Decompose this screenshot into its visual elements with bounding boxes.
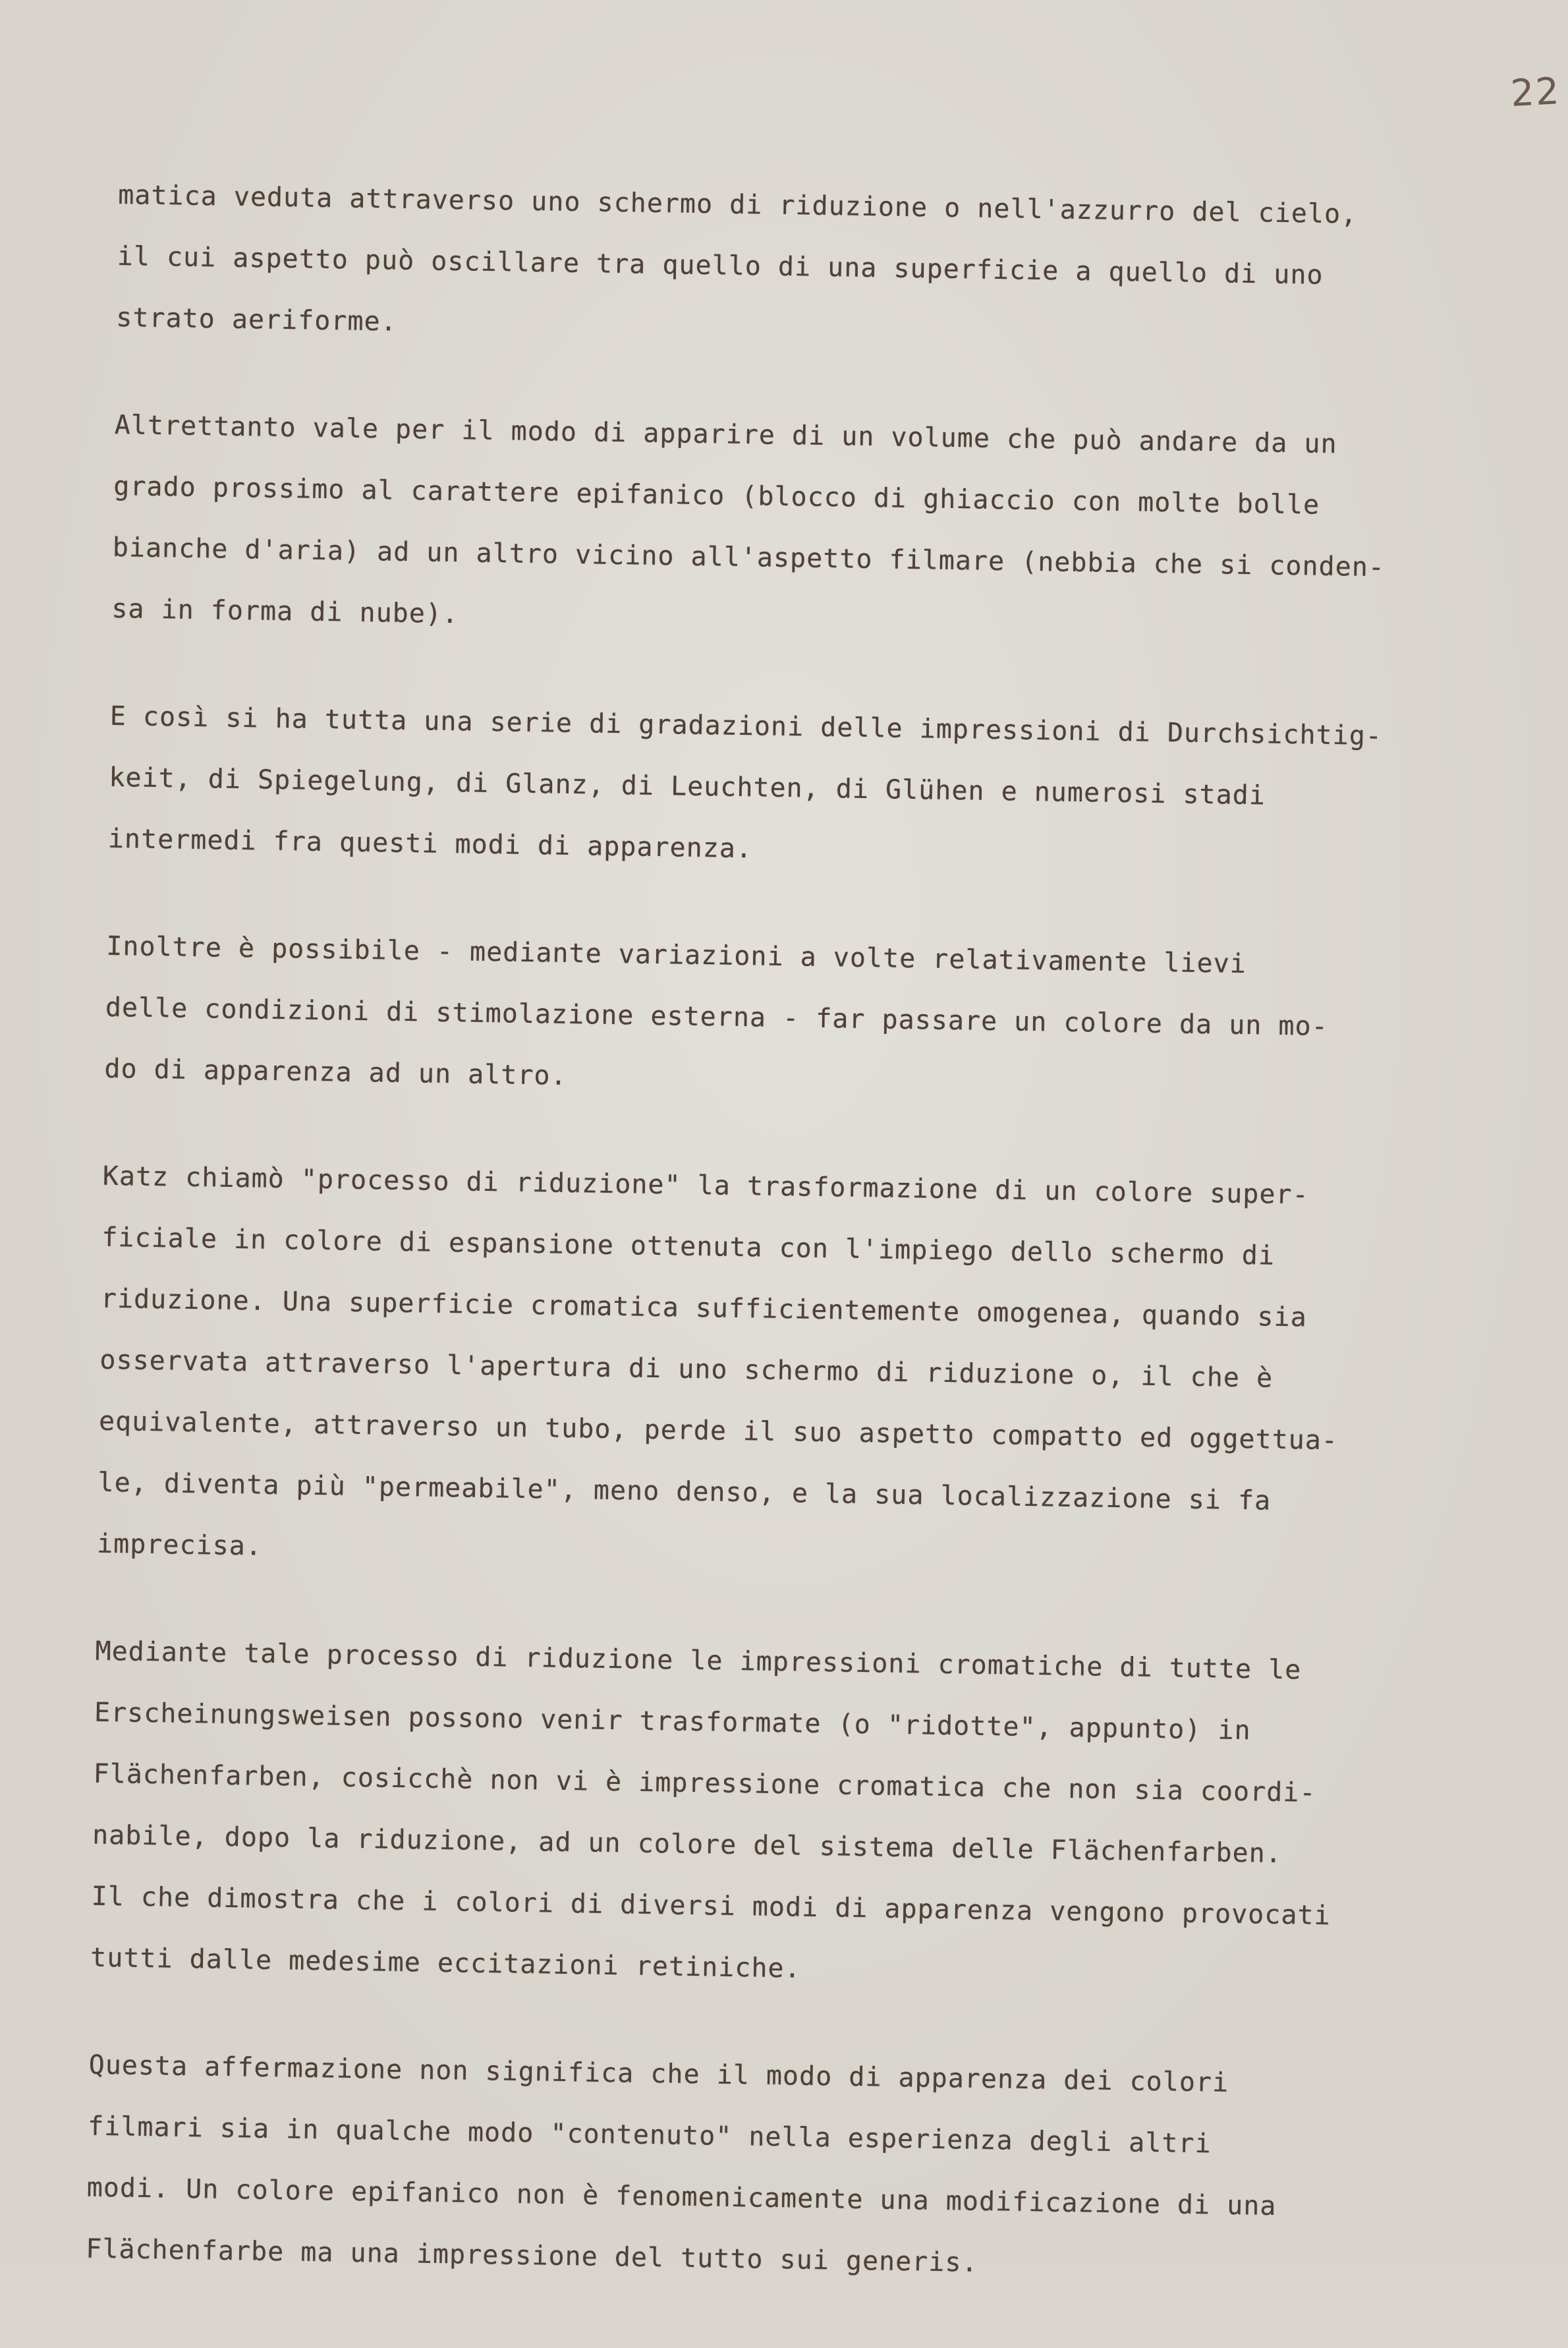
text-line: Altrettanto vale per il modo di apparire di un volume che può andare da un: [114, 409, 1338, 460]
paragraph-3: [107, 686, 1513, 892]
text-line: Erscheinungsweisen possono venir trasformate (o "ridotte", appunto) in: [94, 1697, 1251, 1746]
text-line: Mediante tale processo di riduzione le impressioni cromatiche di tutte le: [95, 1636, 1302, 1686]
text-line: Flächenfarben, cosicchè non vi è impressione cromatica che non sia coordi-: [93, 1758, 1316, 1808]
text-line: Katz chiamò "processo di riduzione" la trasformazione di un colore super-: [102, 1160, 1310, 1211]
text-line: osservata attraverso l'apertura di uno schermo di riduzione o, il che è: [99, 1344, 1274, 1394]
text-line: il cui aspetto può oscillare tra quello di una superficie a quello di uno: [117, 241, 1324, 291]
paragraph-2: [111, 395, 1519, 662]
text-line: Il che dimostra che i colori di diversi modi di apparenza vengono provocati: [91, 1881, 1331, 1932]
text-line: riduzione. Una superficie cromatica sufficientemente omogenea, quando sia: [100, 1283, 1308, 1333]
paragraph-6: [90, 1621, 1499, 2011]
text-line: delle condizioni di stimolazione esterna - far passare un colore da un mo-: [105, 992, 1329, 1042]
text-line: Flächenfarbe ma una impressione del tutto sui generis.: [85, 2233, 978, 2278]
text-line: modi. Un colore epifanico non è fenomenicamente una modificazione di una: [86, 2172, 1277, 2221]
text-line: matica veduta attraverso uno schermo di riduzione o nell'azzurro del cielo,: [117, 179, 1358, 230]
text-line: ficiale in colore di espansione ottenuta con l'impiego dello schermo di: [101, 1222, 1275, 1271]
text-line: Questa affermazione non significa che il modo di apparenza dei colori: [88, 2049, 1229, 2098]
text-line: bianche d'aria) ad un altro vicino all'aspetto filmare (nebbia che si conden-: [112, 532, 1386, 583]
text-line: imprecisa.: [96, 1528, 263, 1562]
text-line: keit, di Spiegelung, di Glanz, di Leuchten, di Glühen e numerosi stadi: [109, 762, 1266, 811]
text-line: sa in forma di nube).: [111, 593, 459, 630]
paragraph-4: [104, 916, 1510, 1122]
text-line: nabile, dopo la riduzione, ad un colore del sistema delle Flächenfarben.: [92, 1819, 1283, 1870]
text-line: filmari sia in qualche modo "contenuto" nella esperienza degli altri: [87, 2111, 1212, 2160]
text-line: intermedi fra questi modi di apparenza.: [107, 823, 753, 865]
paragraph-5: [96, 1146, 1506, 1597]
text-line: strato aeriforme.: [115, 302, 398, 337]
body-text: [84, 165, 1521, 2348]
text-line: E così si ha tutta una serie di gradazioni delle impressioni di Durchsichtig-: [109, 701, 1383, 752]
text-line: grado prossimo al carattere epifanico (blocco di ghiaccio con molte bolle: [113, 471, 1320, 521]
page-number: 22: [1509, 70, 1561, 115]
text-line: equivalente, attraverso un tubo, perde il suo aspetto compatto ed oggettua-: [98, 1406, 1339, 1456]
paragraph-7: [86, 2035, 1493, 2302]
paragraph-1: [116, 165, 1522, 370]
text-line: do di apparenza ad un altro.: [104, 1053, 568, 1091]
text-line: tutti dalle medesime eccitazioni retiniche.: [90, 1942, 802, 1984]
text-line: Inoltre è possibile - mediante variazioni a volte relativamente lievi: [106, 931, 1247, 980]
text-line: le, diventa più "permeabile", meno denso, e la sua localizzazione si fa: [98, 1467, 1272, 1516]
